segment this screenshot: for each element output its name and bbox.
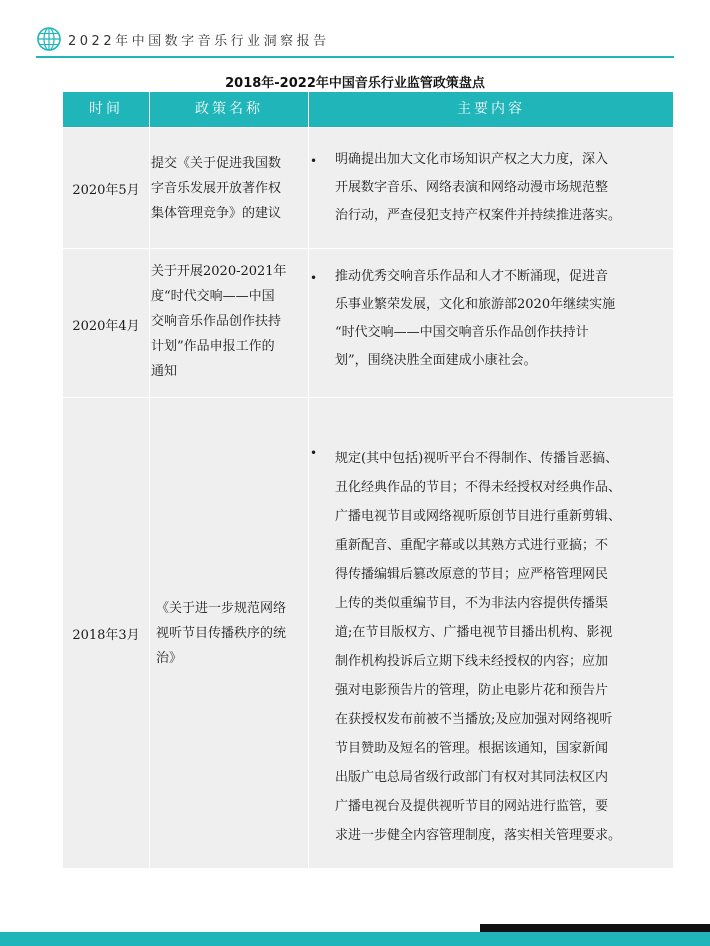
content-line: 明确提出加大文化市场知识产权之大力度，深入 [335,152,609,167]
page-header [0,0,710,58]
column-header-content: 主要内容 [457,101,525,117]
bullet-icon: • [310,446,318,460]
name-line: 《关于进一步规范网络 [156,601,287,616]
column-divider [308,128,309,248]
table-title: 2018年-2022年中国音乐行业监管政策盘点 [225,76,485,91]
content-line: 重新配音、重配字幕或以其熟方式进行亚搞；不 [335,538,609,553]
content-line: 划”，围绕决胜全面建成小康社会。 [335,353,537,368]
row-policy-name [156,596,308,671]
content-line: 上传的类似重编节目，不为非法内容提供传播渠 [335,596,609,611]
name-line: 通知 [151,364,178,379]
content-line: 制作机构投诉后立期下线未经授权的内容；应加 [335,654,609,669]
name-line: 关于开展2020-2021年 [151,264,287,279]
column-divider [149,249,150,397]
content-line: “时代交响——中国交响音乐作品创作扶持计 [335,325,589,340]
content-line: 节目赞助及短名的管理。根据该通知，国家新闻 [335,741,609,756]
content-line: 求进一步健全内容管理制度，落实相关管理要求。 [335,828,622,843]
row-time: 2020年4月 [72,319,140,334]
table-row [63,398,673,868]
name-line: 集体管理竞争》的建议 [151,206,282,221]
row-time: 2020年5月 [72,183,140,198]
content-line: 开展数字音乐、网络表演和网络动漫市场规范整 [335,180,609,195]
content-line: 推动优秀交响音乐作品和人才不断涌现，促进音 [335,269,609,284]
row-policy-name [151,259,308,384]
row-content [335,444,673,850]
bullet-icon: • [310,271,318,285]
content-line: 得传播编辑后篡改原意的节目；应严格管理网民 [335,567,609,582]
content-line: 丑化经典作品的节目；不得未经授权对经典作品、 [335,480,622,495]
content-line: 治行动，严查侵犯支持产权案件并持续推进落实。 [335,208,622,223]
row-time: 2018年3月 [72,628,140,643]
table-row [63,249,673,397]
table-row [63,128,673,248]
globe-logo-icon [37,27,61,51]
row-content [335,263,673,375]
name-line: 度“时代交响——中国 [151,289,275,304]
content-line: 广播电视节目或网络视听原创节目进行重新剪辑、 [335,509,622,524]
column-header-time: 时间 [89,101,123,117]
header-divider [36,56,674,58]
column-divider [149,398,150,868]
content-line: 道;在节目版权方、广播电视节目播出机构、影视 [335,625,613,640]
column-header-policy-name: 政策名称 [195,101,263,117]
name-line: 视听节目传播秩序的统 [156,626,287,641]
content-line: 规定(其中包括)视听平台不得制作、传播旨恶搞、 [335,451,619,466]
table-header [63,92,673,127]
bullet-icon: • [310,154,318,168]
content-line: 出版广电总局省级行政部门有权对其同法权区内 [335,770,609,785]
content-line: 广播电视台及提供视听节目的网站进行监管，要 [335,799,609,814]
content-line: 乐事业繁荣发展，文化和旅游部2020年继续实施 [335,297,616,312]
name-line: 治》 [156,651,183,666]
name-line: 字音乐发展开放著作权 [151,181,282,196]
name-line: 交响音乐作品创作扶持 [151,314,282,329]
report-title: 2022年中国数字音乐行业洞察报告 [68,34,330,49]
row-content [335,146,673,230]
row-policy-name [151,151,308,226]
column-divider [308,398,309,868]
column-divider [149,128,150,248]
name-line: 提交《关于促进我国数 [151,156,282,171]
content-line: 在获授权发布前被不当播放;及应加强对网络视听 [335,712,613,727]
column-divider [308,249,309,397]
content-line: 强对电影预告片的管理，防止电影片花和预告片 [335,683,609,698]
name-line: 计划”作品申报工作的 [151,339,275,354]
footer-accent-bar [0,932,710,946]
